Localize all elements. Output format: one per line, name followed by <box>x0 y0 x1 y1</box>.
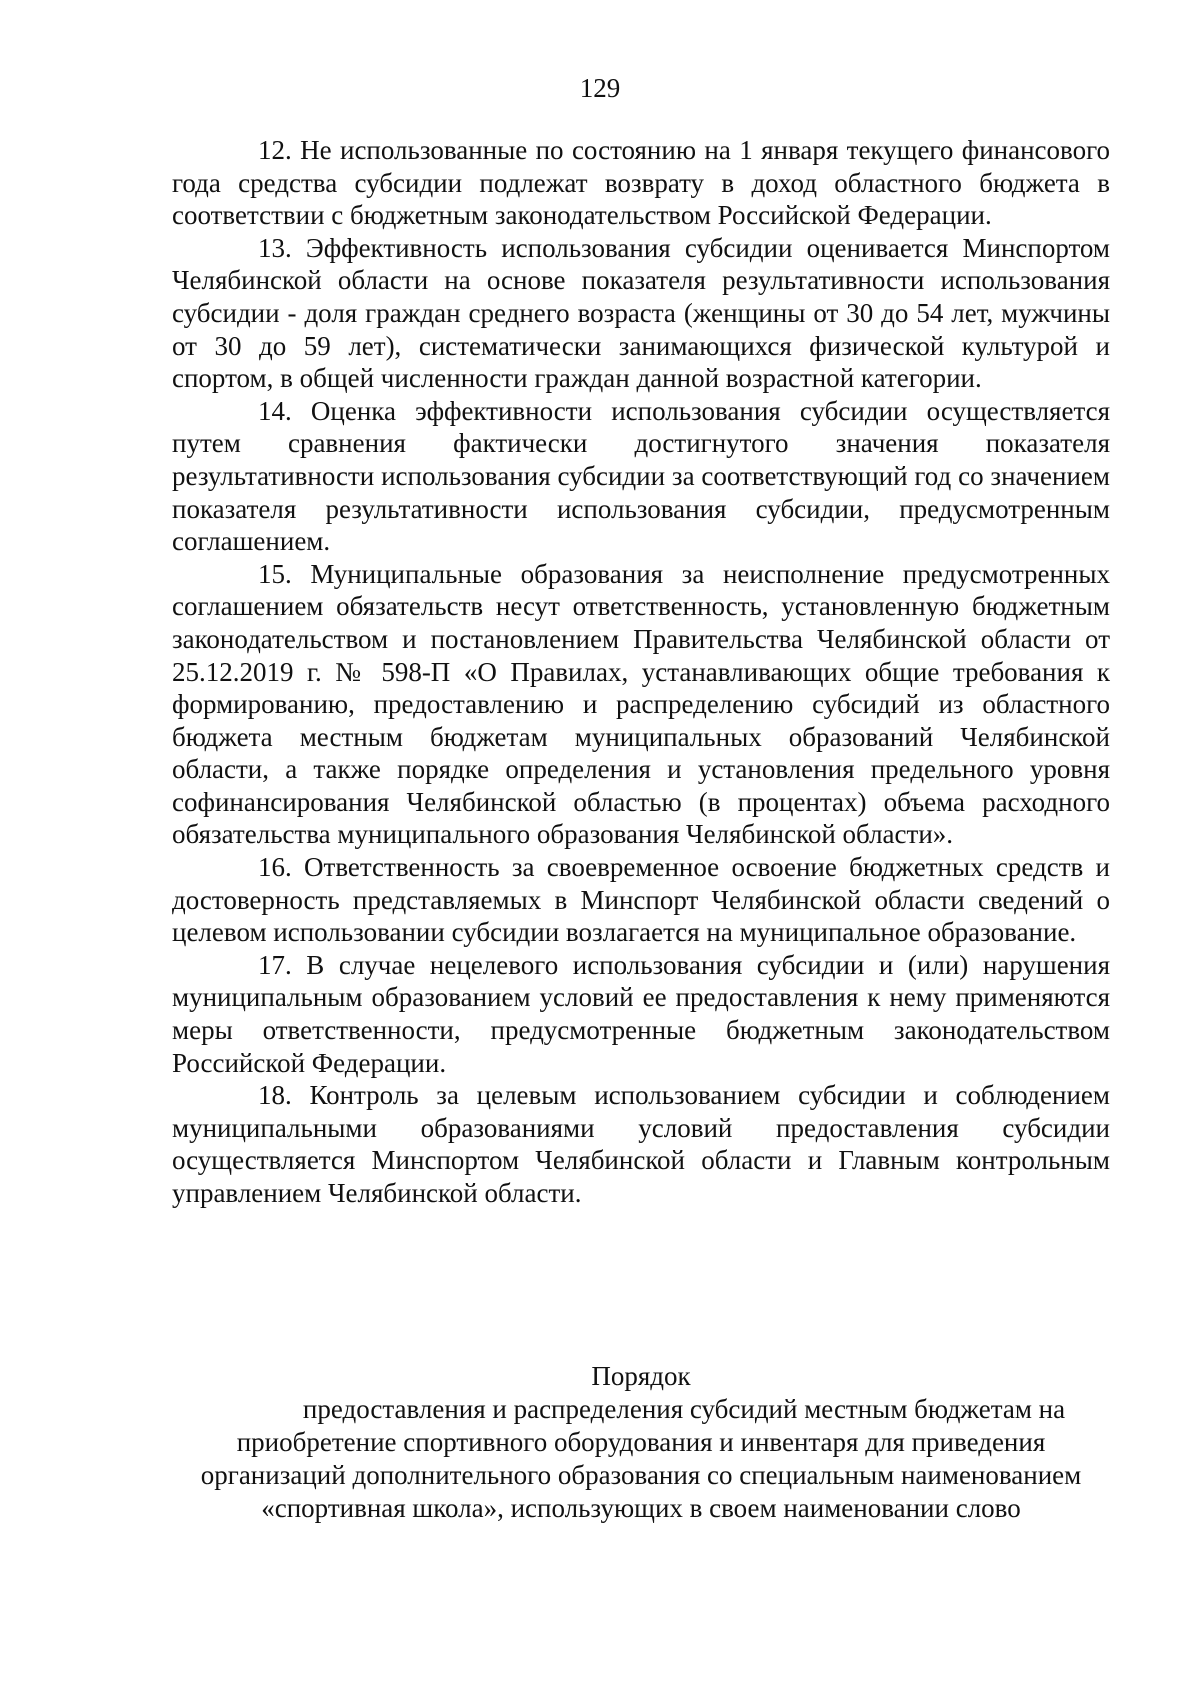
paragraph-18: 18. Контроль за целевым использованием субсидии и соблюдением муниципальными образованиями условий предоставления субсидии осуществляется Минспортом Челябинской области и Главным контрольным управлением Челябинской области. <box>172 1080 1110 1208</box>
section-subtitle: предоставления и распределения субсидий местным бюджетам на приобретение спортивного оборудования и инвентаря для приведения организаций дополнительного образования со специальным наименованием «спортивная школа», использующих в своем наименовании слово <box>200 1394 1082 1523</box>
paragraph-16: 16. Ответственность за своевременное освоение бюджетных средств и достоверность представляемых в Минспорт Челябинской области сведений о целевом использовании субсидии возлагается на муниципальное образование. <box>172 852 1110 948</box>
paragraph-17: 17. В случае нецелевого использования субсидии и (или) нарушения муниципальным образованием условий ее предоставления к нему применяются меры ответственности, предусмотренные бюджетным законодательством Российской Федерации. <box>172 949 1110 1078</box>
section-heading: Порядок <box>591 1361 691 1391</box>
paragraph-13: 13. Эффективность использования субсидии оценивается Минспортом Челябинской области на основе показателя результативности использования субсидии - доля граждан среднего возраста (женщины от 30 до 54 лет, мужчины от 30 до 59 лет), систематически занимающихся физической культурой и спортом, в общей численности граждан данной возрастной категории. <box>172 232 1110 394</box>
page-number: 129 <box>579 73 621 103</box>
section-title-block <box>172 1360 1110 1525</box>
paragraph-14: 14. Оценка эффективности использования субсидии осуществляется путем сравнения фактически достигнутого значения показателя результативности использования субсидии за соответствующий год со значением показателя результативности использования субсидии, предусмотренным соглашением. <box>172 395 1110 557</box>
paragraph-15: 15. Муниципальные образования за неисполнение предусмотренных соглашением обязательств несут ответственность, установленную бюджетным законодательством и постановлением Правительства Челябинской области от 25.12.2019 г. № 598-П «О Правилах, устанавливающих общие требования к формированию, предоставлению и распределению субсидий из областного бюджета местным бюджетам муниципальных образований Челябинской области, а также порядке определения и установления предельного уровня софинансирования Челябинской областью (в процентах) объема расходного обязательства муниципального образования Челябинской области». <box>172 558 1110 850</box>
paragraph-12: 12. Не использованные по состоянию на 1 января текущего финансового года средства субсидии подлежат возврату в доход областного бюджета в соответствии с бюджетным законодательством Российской Федерации. <box>172 135 1110 231</box>
document-body <box>172 134 1110 1210</box>
